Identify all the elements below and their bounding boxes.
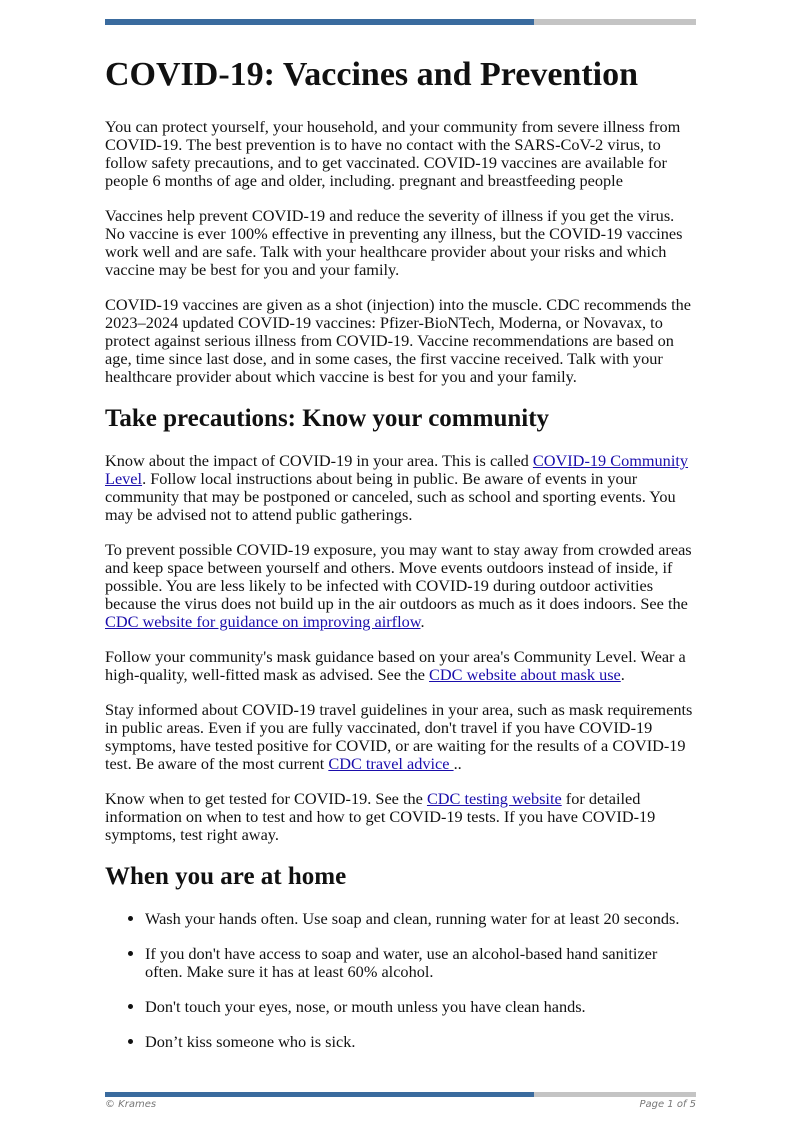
footer-rule-track	[534, 1092, 696, 1097]
intro-paragraph-2: Vaccines help prevent COVID-19 and reduce the severity of illness if you get the virus. No vaccine is ever 100% effective in preventing any illness, but the COVID-19 vaccines work well and are safe. Talk with your healthcare provider about your risks and which vaccine may be best for you and your family.	[105, 206, 683, 279]
airflow-guidance-link[interactable]: CDC website for guidance on improving airflow	[105, 612, 421, 631]
paragraph-text: Know when to get tested for COVID-19. See the	[105, 789, 427, 808]
testing-paragraph	[105, 790, 696, 844]
document-body	[105, 52, 696, 1068]
copyright-text: © Krames	[105, 1099, 157, 1110]
page-footer	[105, 1099, 696, 1110]
mask-paragraph	[105, 648, 696, 684]
section-heading-home: When you are at home	[105, 863, 347, 890]
page-number: Page 1 of 5	[639, 1099, 696, 1110]
testing-website-link[interactable]: CDC testing website	[426, 789, 562, 808]
intro-paragraph-3: COVID-19 vaccines are given as a shot (injection) into the muscle. CDC recommends the 2023–2024 updated COVID-19 vaccines: Pfizer-BioNTech, Moderna, or Novavax, to protect against serious illness from COVID-19. Vaccine recommendations are based on age, time since last dose, and in some cases, the first vaccine received. Talk with your healthcare provider about which vaccine is best for you and your family.	[105, 295, 691, 386]
travel-advice-link[interactable]: CDC travel advice	[328, 754, 454, 773]
section-heading-community: Take precautions: Know your community	[105, 405, 550, 432]
paragraph-text: To prevent possible COVID-19 exposure, you may want to stay away from crowded areas and keep space between yourself and others. Move events outdoors instead of inside, if possible. You are less likely to be infected with COVID-19 during outdoor activities because the virus does not build up in the air outdoors as much as it does indoors. See the	[105, 540, 692, 613]
paragraph-text: Know about the impact of COVID-19 in your area. This is called	[105, 451, 533, 470]
community-level-link[interactable]: COVID-19 Community Level	[105, 451, 689, 488]
travel-paragraph	[105, 701, 696, 773]
page-title: COVID-19: Vaccines and Prevention	[105, 56, 638, 93]
paragraph-text: Follow your community's mask guidance based on your area's Community Level. Wear a high-quality, well-fitted mask as advised. See the	[105, 647, 686, 684]
paragraph-text: . Follow local instructions about being in public. Be aware of events in your community that may be postponed or canceled, such as school and sporting events. You may be advised not to attend public gatherings.	[105, 469, 676, 524]
header-rule-track	[534, 19, 696, 25]
community-paragraph	[105, 452, 696, 524]
list-item: • Wash your hands often. Use soap and clean, running water for at least 20 seconds.	[145, 910, 696, 928]
home-tips-list	[105, 910, 696, 1051]
paragraph-text: ..	[453, 754, 462, 773]
list-item: • If you don't have access to soap and water, use an alcohol-based hand sanitizer often. Make sure it has at least 60% alcohol.	[145, 945, 696, 981]
paragraph-text: .	[420, 612, 425, 631]
mask-use-link[interactable]: CDC website about mask use	[429, 665, 621, 684]
list-item: • Don’t kiss someone who is sick.	[145, 1033, 696, 1051]
paragraph-text: .	[620, 665, 625, 684]
intro-paragraph-1: You can protect yourself, your household, and your community from severe illness from COVID-19. The best prevention is to have no contact with the SARS-CoV-2 virus, to follow safety precautions, and to get vaccinated. COVID-19 vaccines are available for people 6 months of age and older, including. pregnant and breastfeeding people	[105, 117, 681, 190]
footer-rule	[105, 1092, 696, 1097]
paragraph-text: for detailed information on when to test and how to get COVID-19 tests. If you have COVID-19 symptoms, test right away.	[105, 789, 656, 844]
header-rule-accent	[105, 19, 534, 25]
footer-rule-accent	[105, 1092, 534, 1097]
header-rule	[105, 19, 696, 25]
airflow-paragraph	[105, 541, 696, 631]
list-item: • Don't touch your eyes, nose, or mouth unless you have clean hands.	[145, 998, 696, 1016]
paragraph-text: Stay informed about COVID-19 travel guidelines in your area, such as mask requirements in public areas. Even if you are fully vaccinated, don't travel if you have COVID-19 symptoms, have tested positive for COVID, or are waiting for the results of a COVID-19 test. Be aware of the most current	[105, 700, 693, 773]
